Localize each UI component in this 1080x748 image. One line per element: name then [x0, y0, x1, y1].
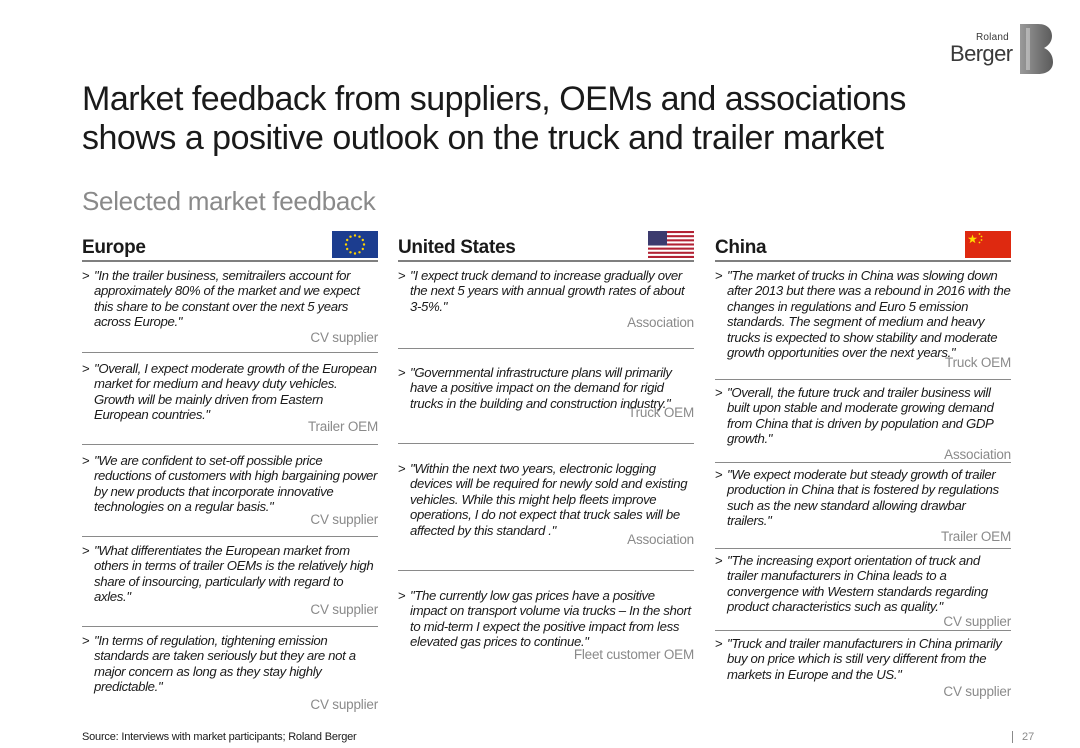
us-flag-icon: [648, 231, 694, 258]
column-title: Europe: [82, 237, 146, 258]
bullet-chevron: >: [82, 361, 90, 376]
bullet-chevron: >: [82, 268, 90, 283]
quote-item: [82, 626, 378, 713]
quote-item: [715, 630, 1011, 700]
bullet-chevron: >: [715, 385, 723, 400]
bullet-chevron: >: [82, 453, 90, 468]
logo-berger-text: Berger: [950, 41, 1013, 66]
column-title: China: [715, 237, 767, 258]
column-title: United States: [398, 237, 516, 258]
quote-text: "The increasing export orientation of truck and trailer manufacturers in China leads to a convergence with Western standards regarding product characteristics such as quality.": [727, 553, 988, 615]
quote-source: CV supplier: [310, 511, 378, 527]
bullet-chevron: >: [82, 543, 90, 558]
bullet-chevron: >: [715, 467, 723, 482]
quote-text: "What differentiates the European market from others in terms of trailer OEMs is the relatively high share of insourcing, particularly with regard to axles.": [94, 543, 374, 605]
quote-text: "Within the next two years, electronic logging devices will be required for newly sold and existing vehicles. While this might help fleets improve operations, I do not expect that truck sales will be affected by this standard .": [410, 461, 688, 538]
quote-source: Association: [627, 532, 694, 548]
bullet-chevron: >: [398, 461, 406, 476]
quote-text: "In terms of regulation, tightening emission standards are taken seriously but they are not a major concern as long as they stay highly predictable.": [94, 633, 356, 695]
slide-title: Market feedback from suppliers, OEMs and associations shows a positive outlook on the truck and trailer market: [82, 80, 906, 157]
quote-source: Trailer OEM: [307, 418, 378, 434]
quote-item: [398, 268, 694, 331]
quote-text: "The currently low gas prices have a positive impact on transport volume via trucks – In the short to mid-term I expect the positive impact from less elevated gas prices to continue.": [410, 588, 691, 650]
china-flag-icon: [965, 231, 1011, 258]
quote-text: "Governmental infrastructure plans will primarily have a positive impact on the demand for rigid trucks in the building and construction industry.": [410, 365, 672, 411]
quote-text: "Truck and trailer manufacturers in China primarily buy on price which is still very different from the markets in Europe and the US.": [727, 636, 1002, 682]
column-header: [715, 230, 1011, 262]
page-number-separator: [1012, 731, 1013, 743]
quote-item: [715, 548, 1011, 630]
bullet-chevron: >: [715, 553, 723, 568]
quote-source: Trailer OEM: [940, 528, 1011, 544]
quote-source: Association: [627, 315, 694, 331]
quote-source: CV supplier: [310, 329, 378, 345]
column-europe: [82, 230, 378, 712]
quote-item: [715, 379, 1011, 463]
quote-item: [398, 348, 694, 421]
bullet-chevron: >: [398, 365, 406, 380]
quote-item: [82, 268, 378, 346]
bullet-chevron: >: [398, 588, 406, 603]
quote-source: CV supplier: [943, 684, 1011, 700]
quote-item: [398, 570, 694, 663]
bullet-chevron: >: [82, 633, 90, 648]
bullet-chevron: >: [398, 268, 406, 283]
quote-source: CV supplier: [310, 696, 378, 712]
page-number: 27: [1022, 731, 1035, 743]
quote-text: "Overall, the future truck and trailer business will built upon stable and moderate growing demand from China that is driven by population and GDP growth.": [727, 385, 994, 447]
quote-item: [82, 444, 378, 528]
quote-item: [398, 443, 694, 548]
quote-text: "In the trailer business, semitrailers account for approximately 80% of the market and we expect this share to be constant over the next 5 years across Europe.": [94, 268, 360, 330]
eu-flag-icon: [332, 231, 378, 258]
quote-source: Association: [944, 446, 1011, 462]
column-united-states: [398, 230, 694, 662]
logo-roland-text: Roland: [976, 32, 1009, 43]
quote-source: Truck OEM: [628, 405, 694, 421]
quote-text: "We are confident to set-off possible price reductions of customers with high bargaining power by new products that incorporate innovative technologies on a regular basis.": [94, 453, 378, 515]
roland-berger-logo: [948, 20, 1058, 76]
logo-b-icon: [1018, 22, 1054, 76]
quote-source: CV supplier: [943, 613, 1011, 629]
column-header: [398, 230, 694, 262]
quote-item: [715, 268, 1011, 371]
quote-item: [715, 462, 1011, 545]
bullet-chevron: >: [715, 636, 723, 651]
quote-source: CV supplier: [310, 601, 378, 617]
quote-text: "I expect truck demand to increase gradually over the next 5 years with annual growth rates of about 3-5%.": [410, 268, 685, 314]
slide-subtitle: Selected market feedback: [82, 186, 376, 216]
column-china: [715, 230, 1011, 700]
column-header: [82, 230, 378, 262]
footer-source: Source: Interviews with market participants; Roland Berger: [82, 731, 357, 743]
quote-text: "We expect moderate but steady growth of trailer production in China that is fostered by regulations such as the new standard allowing drawbar trailers.": [727, 467, 999, 529]
bullet-chevron: >: [715, 268, 723, 283]
quote-source: Truck OEM: [945, 355, 1011, 371]
quote-text: "Overall, I expect moderate growth of the European market for medium and heavy duty vehicles. Growth will be mainly driven from Eastern European countries.": [94, 361, 377, 423]
quote-text: "The market of trucks in China was slowing down after 2013 but there was a rebound in 2016 with the changes in regulations and Euro 5 emission standards. The segment of medium and heavy trucks is expected to show stability and moderate growth opportunities over the next years.": [727, 268, 1011, 361]
quote-item: [82, 352, 378, 435]
quote-source: Fleet customer OEM: [573, 646, 694, 662]
quote-item: [82, 536, 378, 618]
